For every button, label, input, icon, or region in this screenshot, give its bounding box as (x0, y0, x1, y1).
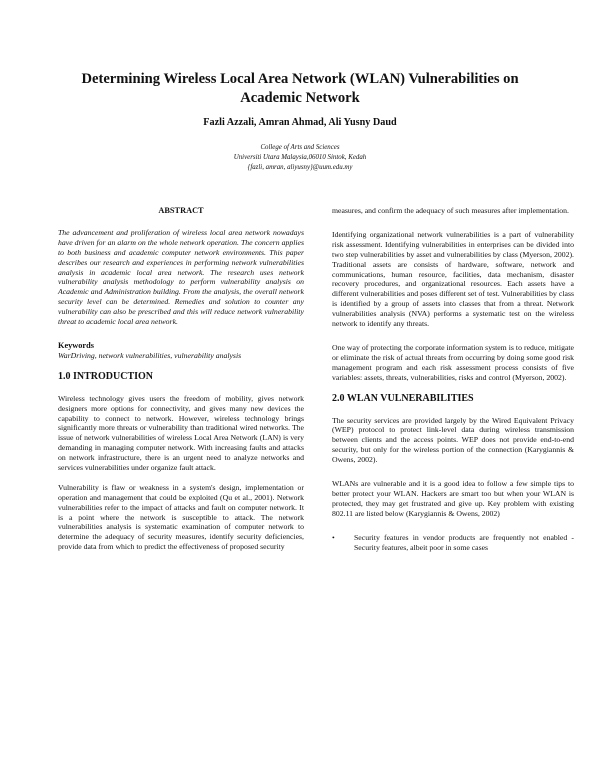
list-item-text: Security features in vendor products are frequently not enabled - Security features, albeit poor in some cases (354, 532, 574, 552)
keywords-text: WarDriving, network vulnerabilities, vulnerability analysis (58, 350, 242, 360)
paper-title (60, 70, 540, 107)
intro-paragraph-2-continued: measures, and confirm the adequacy of such measures after implementation. (332, 206, 569, 215)
intro-paragraph-2: Vulnerability is flaw or weakness in a system's design, implementation or operation and management that could be exploited (Qu et al., 2001). Network vulnerabilities refer to the impact of attacks and fault on computer network. It is a point where the network is susceptible to attack. The network vulnerabilities analysis is systematic examination of computer network to determine the adequacy of security measures, identify security deficiencies, provide data from which to predict the effectiveness of proposed security (58, 482, 304, 552)
affiliation-university: Universiti Utara Malaysia,06010 Sintok, Kedah (233, 153, 367, 161)
affiliation-email: {fazli, amran, aliyusny}@uum.edu.my (247, 163, 353, 171)
intro-paragraph-3: Identifying organizational network vulnerabilities is a part of vulnerability risk assessment. Identifying vulnerabilities in enterprises can be divided into two step vulnerabilities by asset and vulnerabilities by class (Myerson, 2002). Traditional assets are consists of hardware, software, network and communications, human resource, facilities, data mechanism, disaster recovery procedures, and organizational resources. Each assets have a different vulnerabilities and poses different set of test. Vulnerabilities by class is identified by a group of assets into classes that from a threat. Network vulnerabilities analysis (NVA) performs a systematic test on the wireless network to identify any threats. (332, 229, 574, 329)
section-2-heading: 2.0 WLAN VULNERABILITIES (332, 392, 474, 404)
paper-title-line-2: Academic Network (240, 89, 360, 106)
wlan-problem-list (332, 533, 574, 553)
abstract-heading: ABSTRACT (158, 206, 204, 215)
section-1-heading: 1.0 INTRODUCTION (58, 370, 154, 382)
left-column (58, 206, 304, 552)
wlan-paragraph-2: WLANs are vulnerable and it is a good idea to follow a few simple tips to better protect your WLAN. Hackers are smart too but when your WLAN is protected, they may get frustrated and give up. Key problem with existing 802.11 are listed below (Karygiannis & Owens, 2002) (332, 479, 574, 518)
keywords-heading: Keywords (58, 340, 94, 350)
affiliation-block (60, 143, 540, 172)
intro-paragraph-4: One way of protecting the corporate information system is to reduce, mitigate or eliminate the risk of actual threats from occurring by doing some good risk management program and each risk assessment process consists of five variables: assets, threats, vulnerabilities, risks and control (Myerson, 2002). (332, 342, 574, 382)
abstract-text: The advancement and proliferation of wireless local area network nowadays have driven for an alarm on the whole network operation. The concern applies to both business and academic computer network environments. This paper describes our research and experiences in performing network vulnerabilities analysis in academic local area network. The research uses network vulnerability analysis methodology to perform vulnerability analysis on Academic and Administration building. From the analysis, the overall network security level can be determined. Remedies and solution to counter any vulnerability can also be prescribed and this will reduce network vulnerability threat to academic local area network. (58, 227, 304, 327)
paper-title-line-1: Determining Wireless Local Area Network (WLAN) Vulnerabilities on (81, 71, 519, 87)
bullet-icon: • (332, 532, 335, 542)
wlan-paragraph-1: The security services are provided largely by the Wired Equivalent Privacy (WEP) protocol to protect link-level data during wireless transmission between clients and the access points. WEP does not provide end-to-end security, but only for the wireless portion of the connection (Karygiannis & Owens, 2002). (332, 415, 574, 465)
paper-authors: Fazli Azzali, Amran Ahmad, Ali Yusny Daud (203, 117, 397, 128)
right-column (332, 206, 574, 552)
list-item (332, 532, 574, 553)
intro-paragraph-1: Wireless technology gives users the freedom of mobility, gives network designers more options for connectivity, and gives many new devices the capability to connect to network. However, wireless technology brings significantly more threats or vulnerability than traditional wired networks. The issue of network vulnerabilities of wireless Local Area Network (LAN) is very demanding in managing computer network. With increasing faults and attacks on network infrastructure, there is an urgent need to analyze networks and services vulnerabilities under organize fault attack. (58, 393, 304, 473)
affiliation-college: College of Arts and Sciences (260, 144, 340, 151)
